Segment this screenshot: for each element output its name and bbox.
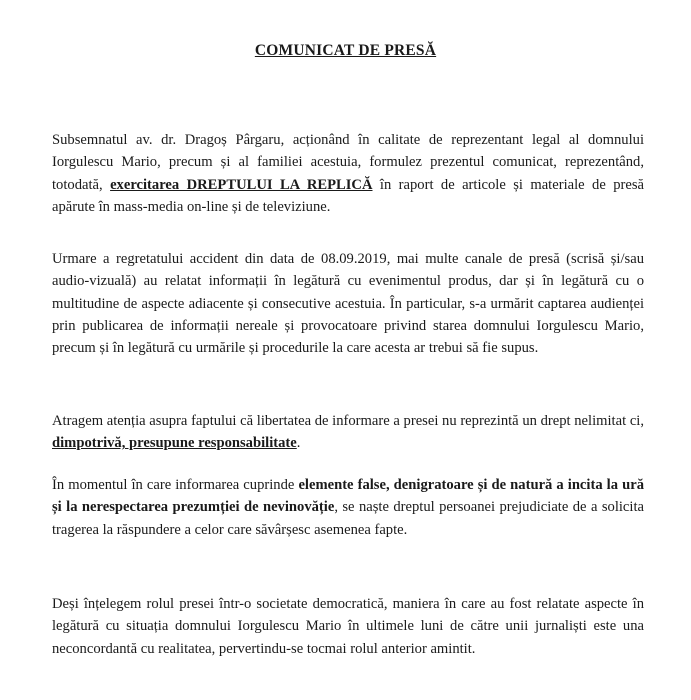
paragraph-text: Deși înțelegem rolul presei într-o societate democratică, maniera în care au fost relatate aspecte în legătură cu situația domnului Iorgulescu Mario în ultimele luni de către unii jurnaliști este una neconcordantă cu realitatea, pervertindu-se tocmai rolul anterior amintit.: [52, 596, 644, 657]
right-of-reply-emphasis: exercitarea DREPTULUI LA REPLICĂ: [110, 176, 373, 193]
responsibility-emphasis: dimpotrivă, presupune responsabilitate: [52, 435, 297, 452]
paragraph-representation: [52, 129, 644, 218]
paragraph-text: Urmare a regretatului accident din data de 08.09.2019, mai multe canale de presă (scrisă și/sau audio-vizuală) au relatat informații în legătură cu evenimentul produs, dar și în legătură cu o multitudine de aspecte adiacente și consecutive acestuia. În particular, s-a urmărit captarea audienței prin publicarea de informații nereale și provocatoare privind starea domnului Iorgulescu Mario, precum și în legătură cu urmările și procedurile la care acesta ar trebui să fie supus.: [52, 251, 644, 357]
paragraph-text: Subsemnatul av. dr. Dragoș Pârgaru, acționând în calitate de reprezentant legal al domnului Iorgulescu Mario, precum și al familiei acestuia, formulez prezentul comunicat, reprezentând, totodată,: [52, 132, 644, 193]
paragraph-accident: [52, 248, 644, 359]
paragraph-press-freedom: [52, 410, 644, 455]
paragraph-text: în raport de articole și materiale de presă apărute în mass-media on-line și de televiziune.: [52, 176, 644, 215]
paragraph-text: .: [296, 435, 301, 452]
paragraph-false-information: [52, 474, 644, 541]
paragraph-text: În momentul în care informarea cuprinde: [52, 477, 299, 493]
document-title: COMUNICAT DE PRESĂ: [254, 42, 437, 59]
paragraph-text: , se naște dreptul persoanei prejudiciate de a solicita tragerea la răspundere a celor care săvârșesc asemenea fapte.: [52, 499, 644, 538]
paragraph-text: Atragem atenția asupra faptului că libertatea de informare a presei nu reprezintă un drept nelimitat ci,: [52, 413, 644, 429]
paragraph-press-role: [52, 593, 644, 660]
false-elements-emphasis: elemente false, denigratoare și de natură a incita la ură și la nerespectarea prezumției de nevinovăție: [52, 477, 644, 516]
